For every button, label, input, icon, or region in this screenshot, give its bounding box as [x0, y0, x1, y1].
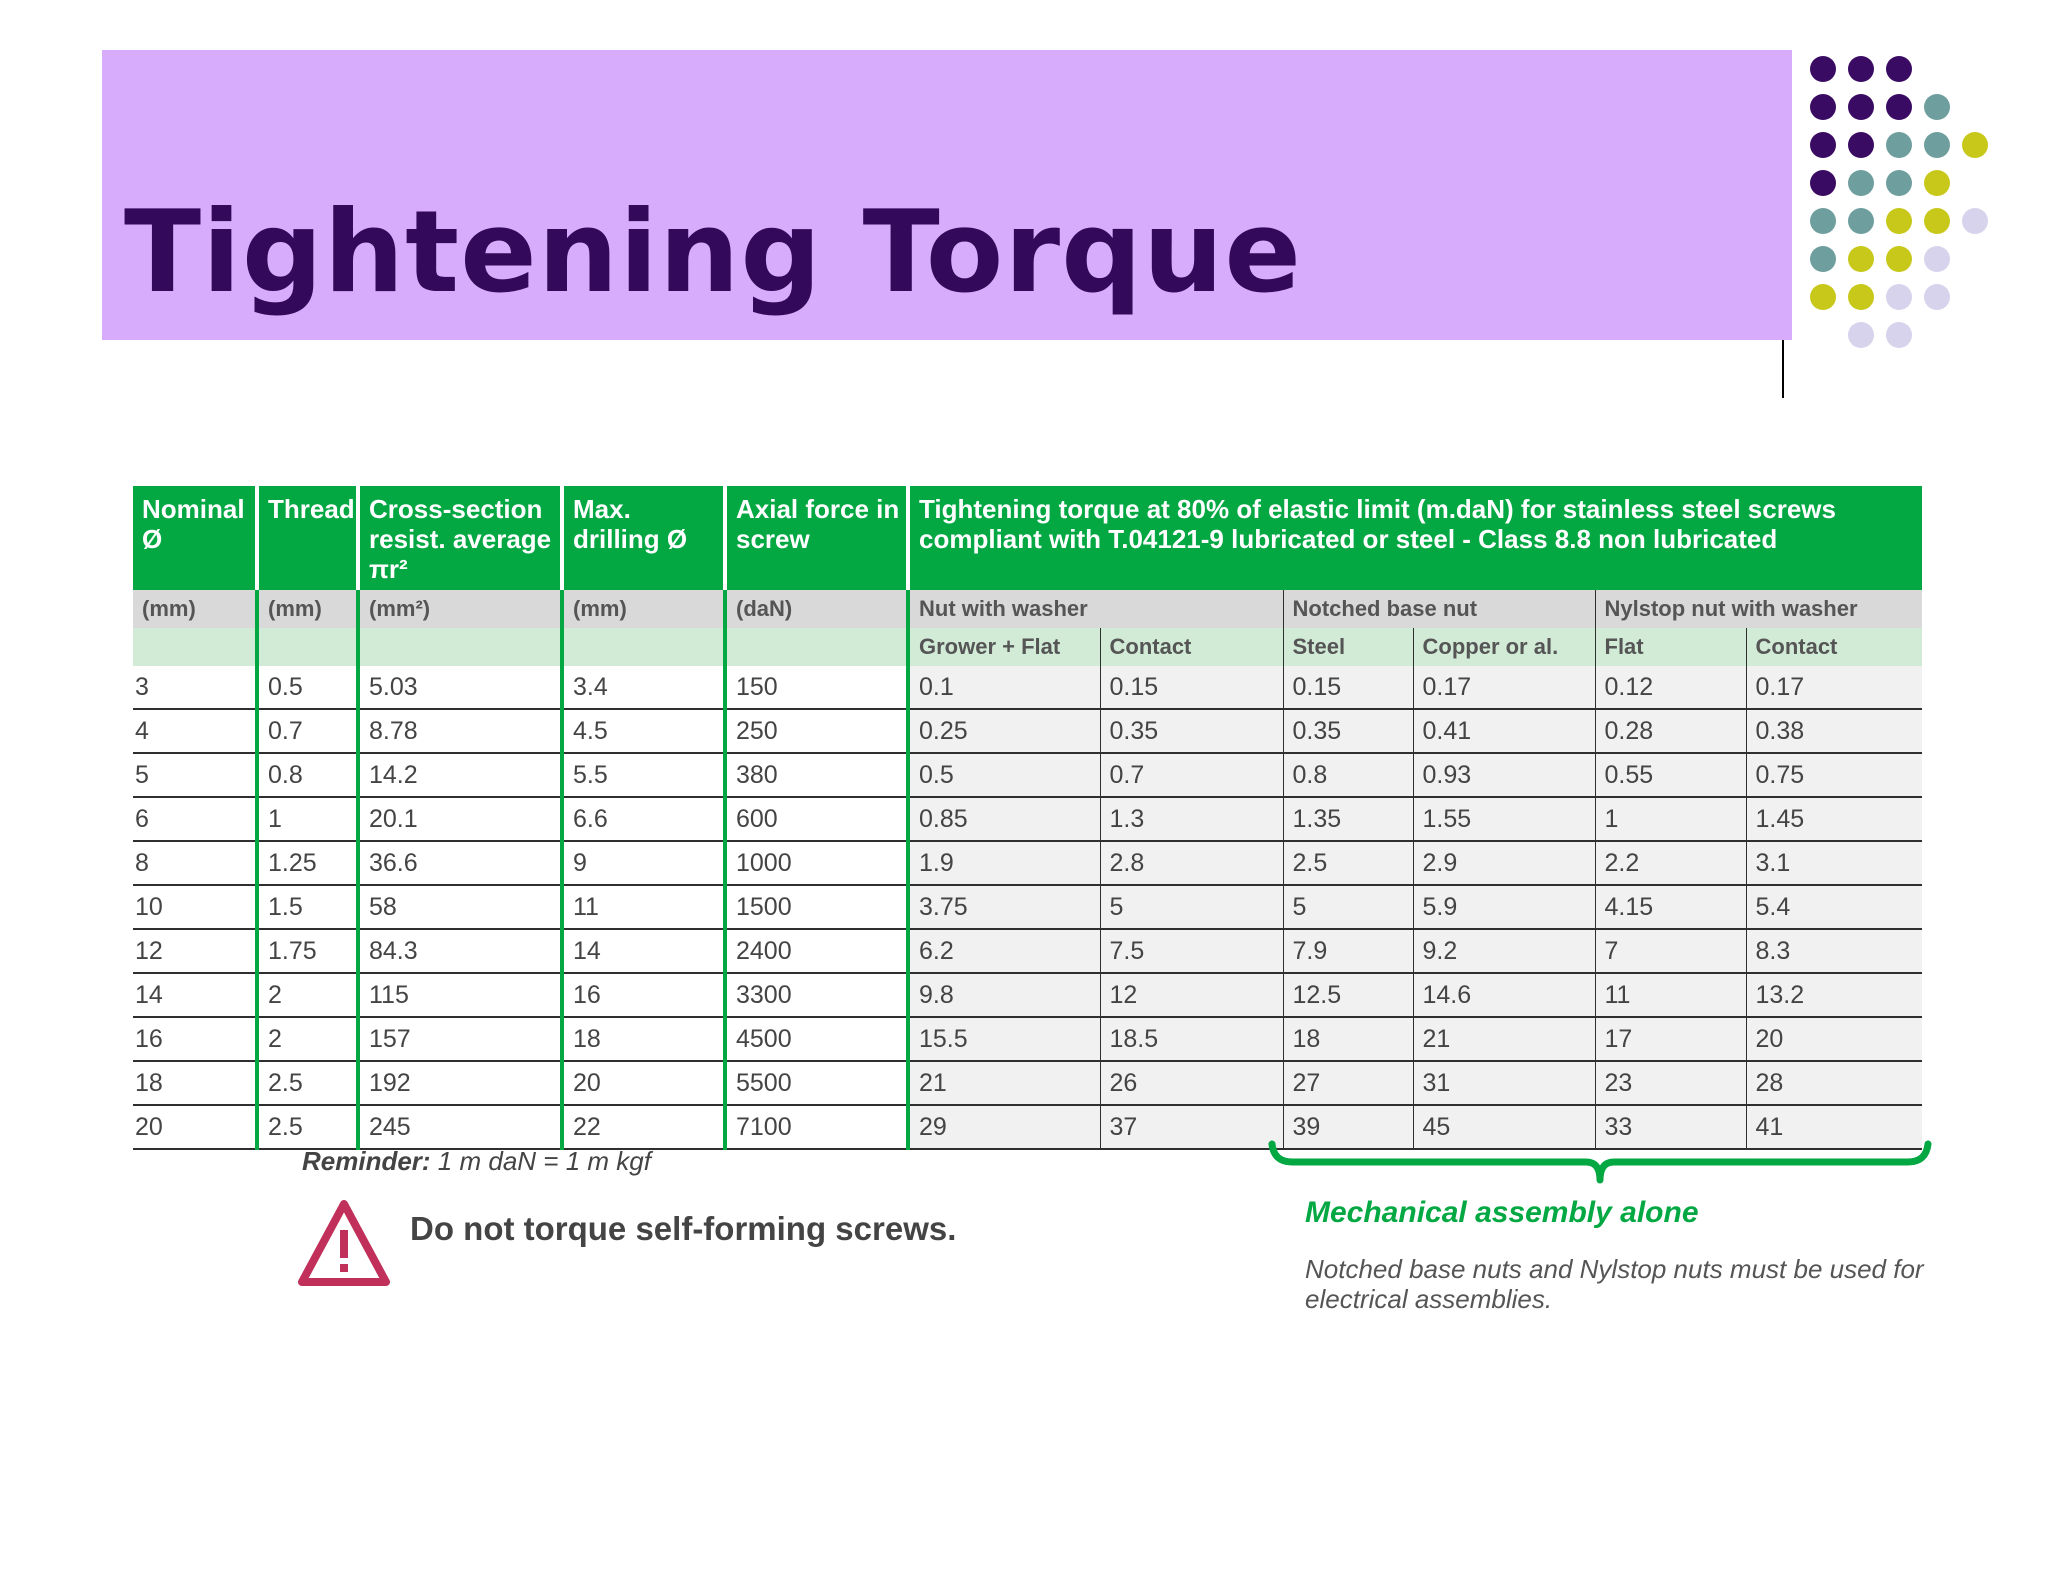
table-cell: 1.75 [257, 929, 358, 973]
table-cell: 5 [1100, 885, 1283, 929]
table-cell: 1500 [725, 885, 908, 929]
decorative-dot [1848, 246, 1874, 272]
table-cell: 2400 [725, 929, 908, 973]
decorative-dot [1924, 284, 1950, 310]
table-cell: 3300 [725, 973, 908, 1017]
table-cell: 14 [133, 973, 257, 1017]
table-cell: 5.5 [562, 753, 725, 797]
table-cell: 2.2 [1595, 841, 1746, 885]
table-cell: 380 [725, 753, 908, 797]
table-cell: 12.5 [1283, 973, 1413, 1017]
table-cell: 245 [358, 1105, 562, 1149]
table-cell: 14.2 [358, 753, 562, 797]
table-cell: 17 [1595, 1017, 1746, 1061]
decorative-dot [1848, 94, 1874, 120]
table-cell: 0.17 [1413, 666, 1595, 709]
table-cell: 18 [133, 1061, 257, 1105]
table-cell: 8 [133, 841, 257, 885]
subheader-empty [358, 628, 562, 666]
decorative-dot [1886, 322, 1912, 348]
reminder-note [302, 1146, 651, 1177]
table-cell: 20 [133, 1105, 257, 1149]
table-cell: 18.5 [1100, 1017, 1283, 1061]
table-cell: 1.55 [1413, 797, 1595, 841]
decorative-dot [1810, 208, 1836, 234]
group-nut-with-washer: Nut with washer [908, 590, 1283, 628]
decorative-dot [1924, 132, 1950, 158]
table-cell: 1 [257, 797, 358, 841]
table-cell: 192 [358, 1061, 562, 1105]
table-cell: 0.93 [1413, 753, 1595, 797]
decorative-dot [1886, 132, 1912, 158]
table-cell: 33 [1595, 1105, 1746, 1149]
table-row [133, 1061, 1922, 1105]
table-cell: 2.9 [1413, 841, 1595, 885]
table-cell: 6.2 [908, 929, 1100, 973]
table-cell: 0.28 [1595, 709, 1746, 753]
table-row [133, 666, 1922, 709]
subheader-empty [562, 628, 725, 666]
table-cell: 0.7 [1100, 753, 1283, 797]
subheader-steel: Steel [1283, 628, 1413, 666]
table-cell: 5.03 [358, 666, 562, 709]
unit-axial-force: (daN) [725, 590, 908, 628]
table-cell: 14.6 [1413, 973, 1595, 1017]
table-cell: 250 [725, 709, 908, 753]
decorative-dot [1810, 246, 1836, 272]
subheader-empty [725, 628, 908, 666]
table-row [133, 929, 1922, 973]
table-cell: 4.5 [562, 709, 725, 753]
divider-line [1782, 340, 1784, 398]
table-cell: 1000 [725, 841, 908, 885]
table-cell: 7100 [725, 1105, 908, 1149]
table-row [133, 797, 1922, 841]
unit-nominal: (mm) [133, 590, 257, 628]
table-cell: 0.15 [1100, 666, 1283, 709]
unit-thread: (mm) [257, 590, 358, 628]
table-cell: 1.35 [1283, 797, 1413, 841]
decorative-dot [1810, 132, 1836, 158]
table-cell: 0.8 [1283, 753, 1413, 797]
table-cell: 2.5 [257, 1105, 358, 1149]
table-row [133, 753, 1922, 797]
table-cell: 0.41 [1413, 709, 1595, 753]
subheader-grower-flat: Grower + Flat [908, 628, 1100, 666]
table-cell: 0.8 [257, 753, 358, 797]
slide-title: Tightening Torque [124, 186, 1303, 318]
table-cell: 7.5 [1100, 929, 1283, 973]
table-cell: 45 [1413, 1105, 1595, 1149]
decorative-dot [1924, 94, 1950, 120]
table-cell: 6 [133, 797, 257, 841]
table-cell: 16 [562, 973, 725, 1017]
table-cell: 12 [133, 929, 257, 973]
table-cell: 9.8 [908, 973, 1100, 1017]
decorative-dot [1848, 170, 1874, 196]
subheader-contact: Contact [1100, 628, 1283, 666]
table-cell: 1.45 [1746, 797, 1922, 841]
table-cell: 36.6 [358, 841, 562, 885]
table-cell: 3.4 [562, 666, 725, 709]
table-cell: 1.25 [257, 841, 358, 885]
table-cell: 3 [133, 666, 257, 709]
table-cell: 20 [562, 1061, 725, 1105]
table-cell: 2 [257, 1017, 358, 1061]
table-cell: 0.85 [908, 797, 1100, 841]
table-cell: 4500 [725, 1017, 908, 1061]
header-tightening: Tightening torque at 80% of elastic limit (m.daN) for stainless steel screws compliant with T.04121-9 lubricated or steel - Class 8.8 non lubricated [908, 486, 1922, 590]
decorative-dot [1810, 284, 1836, 310]
table-cell: 9.2 [1413, 929, 1595, 973]
table-row [133, 841, 1922, 885]
table-cell: 28 [1746, 1061, 1922, 1105]
group-notched-base-nut: Notched base nut [1283, 590, 1595, 628]
table-cell: 2.8 [1100, 841, 1283, 885]
table-cell: 115 [358, 973, 562, 1017]
table-cell: 18 [562, 1017, 725, 1061]
table-cell: 14 [562, 929, 725, 973]
table-cell: 150 [725, 666, 908, 709]
table-cell: 1.9 [908, 841, 1100, 885]
table-cell: 0.15 [1283, 666, 1413, 709]
table-row [133, 709, 1922, 753]
table-cell: 9 [562, 841, 725, 885]
table-cell: 4.15 [1595, 885, 1746, 929]
table-cell: 1.3 [1100, 797, 1283, 841]
table-cell: 7.9 [1283, 929, 1413, 973]
subheader-copper: Copper or al. [1413, 628, 1595, 666]
table-cell: 2 [257, 973, 358, 1017]
header-max-drilling: Max. drilling Ø [562, 486, 725, 590]
table-cell: 0.35 [1100, 709, 1283, 753]
decorative-dot [1810, 56, 1836, 82]
table-cell: 0.25 [908, 709, 1100, 753]
table-cell: 600 [725, 797, 908, 841]
decorative-dot [1924, 170, 1950, 196]
header-nominal: Nominal Ø [133, 486, 257, 590]
subheader-empty [133, 628, 257, 666]
table-cell: 37 [1100, 1105, 1283, 1149]
table-body [133, 666, 1922, 1149]
table-row [133, 885, 1922, 929]
warning-text: Do not torque self-forming screws. [410, 1210, 957, 1247]
table-cell: 1 [1595, 797, 1746, 841]
table-cell: 157 [358, 1017, 562, 1061]
table-cell: 5.4 [1746, 885, 1922, 929]
table-cell: 0.35 [1283, 709, 1413, 753]
table-cell: 39 [1283, 1105, 1413, 1149]
unit-cross-section: (mm²) [358, 590, 562, 628]
decorative-dot [1848, 132, 1874, 158]
table-cell: 7 [1595, 929, 1746, 973]
table-cell: 21 [1413, 1017, 1595, 1061]
header-axial-force: Axial force in screw [725, 486, 908, 590]
table-cell: 2.5 [1283, 841, 1413, 885]
subheader-contact: Contact [1746, 628, 1922, 666]
table-cell: 2.5 [257, 1061, 358, 1105]
table-cell: 21 [908, 1061, 1100, 1105]
mechanical-note: Notched base nuts and Nylstop nuts must be used for electrical assemblies. [1305, 1254, 1924, 1314]
table-cell: 84.3 [358, 929, 562, 973]
reminder-label: Reminder: [302, 1146, 431, 1176]
decorative-dot [1886, 284, 1912, 310]
decorative-dot [1962, 208, 1988, 234]
decorative-dot-grid [1810, 50, 2010, 350]
table-cell: 6.6 [562, 797, 725, 841]
table-cell: 8.3 [1746, 929, 1922, 973]
warning-triangle-icon [296, 1198, 392, 1288]
table-cell: 11 [1595, 973, 1746, 1017]
table-cell: 0.7 [257, 709, 358, 753]
table-cell: 11 [562, 885, 725, 929]
table-cell: 31 [1413, 1061, 1595, 1105]
table-cell: 23 [1595, 1061, 1746, 1105]
table-cell: 0.75 [1746, 753, 1922, 797]
table-row [133, 1017, 1922, 1061]
torque-table [133, 486, 1922, 1150]
table-row [133, 973, 1922, 1017]
decorative-dot [1962, 132, 1988, 158]
subheader-flat: Flat [1595, 628, 1746, 666]
table-cell: 3.75 [908, 885, 1100, 929]
table-cell: 0.1 [908, 666, 1100, 709]
table-cell: 0.38 [1746, 709, 1922, 753]
table-cell: 22 [562, 1105, 725, 1149]
decorative-dot [1886, 170, 1912, 196]
table-cell: 29 [908, 1105, 1100, 1149]
subheader-empty [257, 628, 358, 666]
table-cell: 4 [133, 709, 257, 753]
decorative-dot [1886, 94, 1912, 120]
unit-max-drilling: (mm) [562, 590, 725, 628]
table-cell: 26 [1100, 1061, 1283, 1105]
units-row [133, 590, 1922, 628]
table-cell: 5.9 [1413, 885, 1595, 929]
table-cell: 3.1 [1746, 841, 1922, 885]
table-cell: 12 [1100, 973, 1283, 1017]
table-cell: 16 [133, 1017, 257, 1061]
reminder-text: 1 m daN = 1 m kgf [430, 1146, 651, 1176]
decorative-dot [1810, 170, 1836, 196]
decorative-dot [1924, 246, 1950, 272]
table-cell: 13.2 [1746, 973, 1922, 1017]
table-cell: 58 [358, 885, 562, 929]
table-cell: 27 [1283, 1061, 1413, 1105]
decorative-dot [1886, 246, 1912, 272]
table-cell: 1.5 [257, 885, 358, 929]
decorative-dot [1848, 56, 1874, 82]
header-row [133, 486, 1922, 590]
table-cell: 41 [1746, 1105, 1922, 1149]
table-cell: 20 [1746, 1017, 1922, 1061]
table-cell: 20.1 [358, 797, 562, 841]
table-cell: 15.5 [908, 1017, 1100, 1061]
decorative-dot [1848, 322, 1874, 348]
table-cell: 5500 [725, 1061, 908, 1105]
header-cross-section: Cross-section resist. average πr² [358, 486, 562, 590]
table-cell: 0.17 [1746, 666, 1922, 709]
group-nylstop: Nylstop nut with washer [1595, 590, 1922, 628]
decorative-dot [1886, 208, 1912, 234]
decorative-dot [1848, 284, 1874, 310]
header-thread: Thread [257, 486, 358, 590]
table-cell: 8.78 [358, 709, 562, 753]
table-cell: 5 [133, 753, 257, 797]
decorative-dot [1810, 94, 1836, 120]
decorative-dot [1848, 208, 1874, 234]
decorative-dot [1924, 208, 1950, 234]
table-cell: 0.12 [1595, 666, 1746, 709]
table-cell: 0.55 [1595, 753, 1746, 797]
subheader-row [133, 628, 1922, 666]
table-cell: 10 [133, 885, 257, 929]
curly-brace-icon [1268, 1140, 1932, 1186]
mechanical-title: Mechanical assembly alone [1305, 1196, 1699, 1229]
table-cell: 18 [1283, 1017, 1413, 1061]
table-cell: 5 [1283, 885, 1413, 929]
decorative-dot [1886, 56, 1912, 82]
table-cell: 0.5 [908, 753, 1100, 797]
table-cell: 0.5 [257, 666, 358, 709]
